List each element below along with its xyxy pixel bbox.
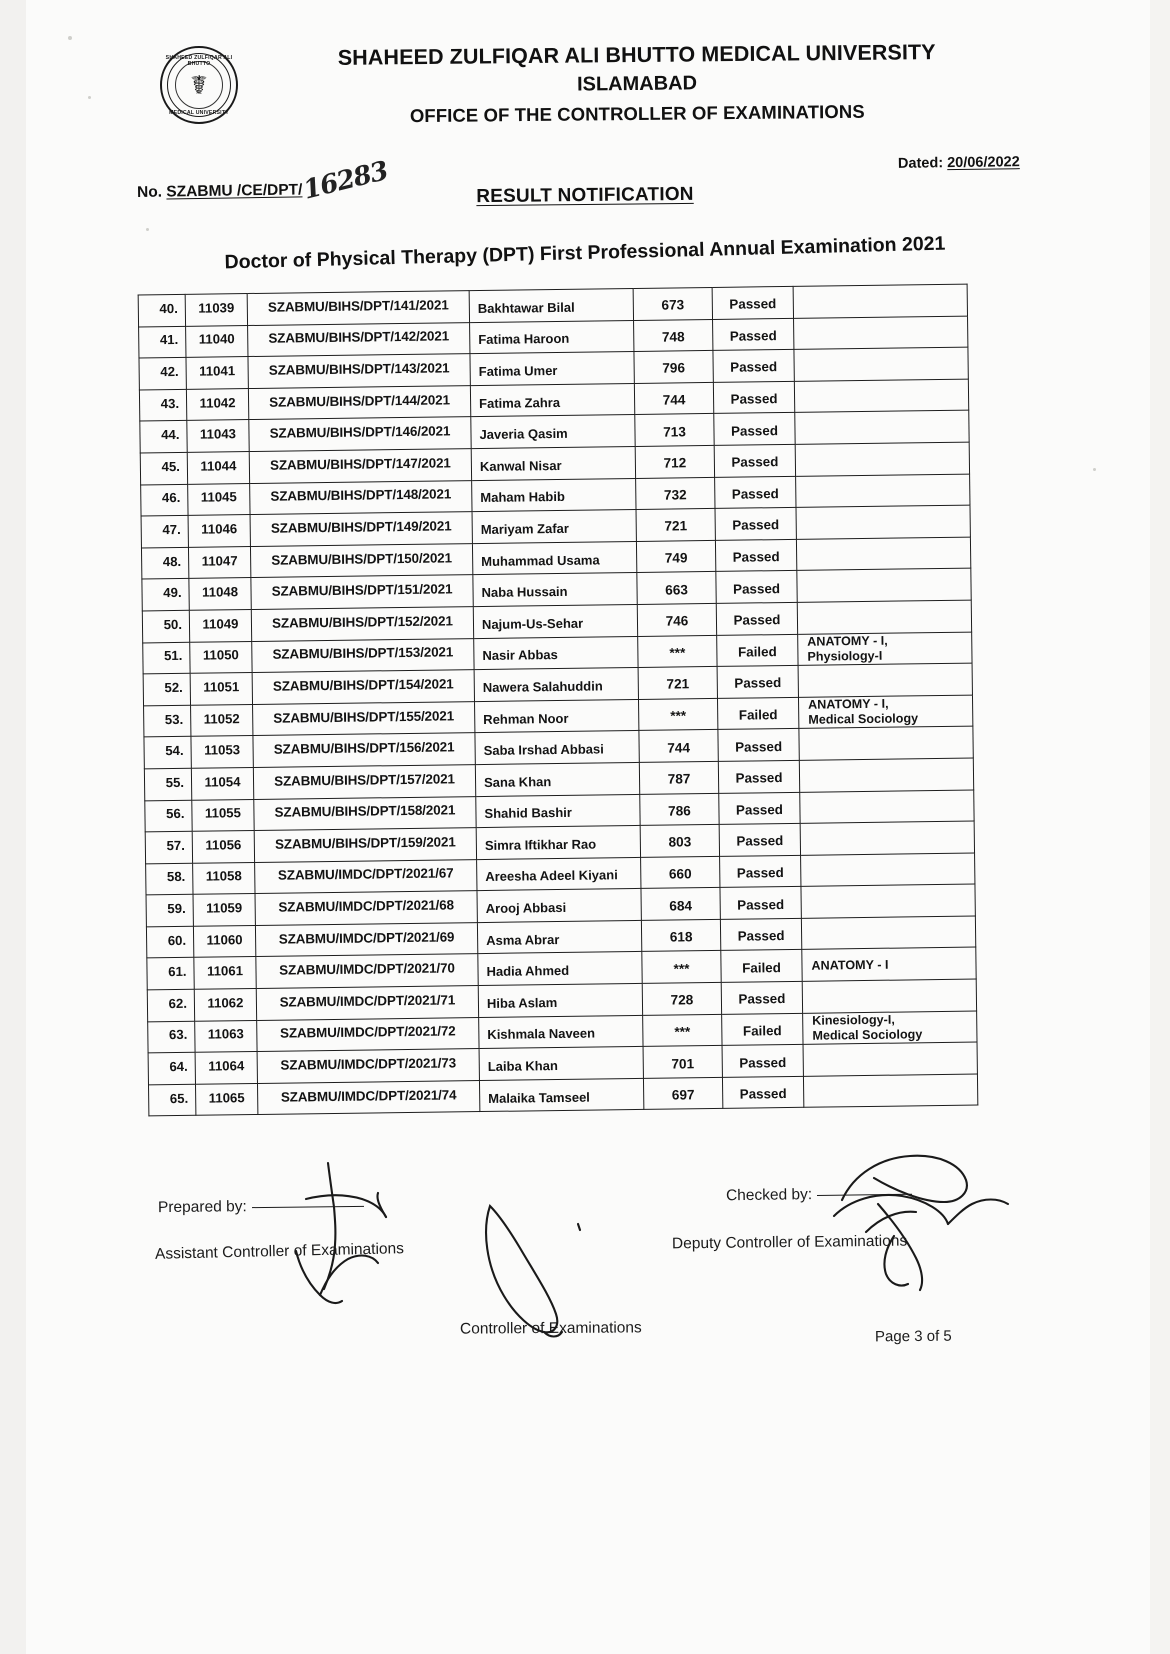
date-label: Dated: [898,155,944,172]
deputy-controller-title: Deputy Controller of Examinations [671,1232,908,1253]
prepared-by-line [158,1197,364,1217]
cell-registration: SZABMU/IMDC/DPT/2021/71 [256,986,478,1020]
cell-marks: 787 [639,761,718,794]
cell-registration: SZABMU/BIHS/DPT/156/2021 [253,733,475,767]
cell-marks: 728 [642,982,721,1015]
cell-serial: 49. [142,579,189,611]
cell-roll-number: 11046 [188,515,250,547]
cell-serial: 64. [148,1053,195,1085]
cell-student-name: Areesha Adeel Kiyani [477,857,641,891]
cell-marks: 749 [636,540,715,573]
cell-marks: 744 [639,730,718,763]
cell-status: Passed [719,823,800,856]
controller-title: Controller of Examinations [459,1319,642,1338]
cell-student-name: Najum-Us-Sehar [473,604,637,638]
cell-roll-number: 11060 [193,925,255,957]
cell-serial: 46. [141,484,188,516]
cell-serial: 40. [138,294,185,326]
cell-roll-number: 11049 [189,609,251,641]
cell-remarks [794,347,968,381]
cell-serial: 48. [141,547,188,579]
cell-remarks [800,821,974,855]
cell-marks: 786 [640,793,719,826]
cell-status: Passed [712,286,793,319]
cell-remarks [796,537,970,571]
cell-status: Passed [720,887,801,920]
cell-serial: 52. [143,673,190,705]
cell-marks: *** [638,635,717,668]
header-titles [238,38,1031,128]
cell-marks: 712 [635,445,714,478]
cell-serial: 60. [146,926,193,958]
cell-marks: *** [642,951,721,984]
cell-status: Failed [722,1013,803,1046]
cell-serial: 53. [144,705,191,737]
cell-remarks [796,505,970,539]
cell-student-name: Simra Iftikhar Rao [476,826,640,860]
scan-speck [88,96,91,99]
cell-status: Passed [716,571,797,604]
checked-by-label: Checked by: [725,1186,813,1205]
cell-registration: SZABMU/IMDC/DPT/2021/70 [256,954,478,988]
cell-marks: 701 [643,1046,722,1079]
cell-remarks [801,884,975,918]
cell-student-name: Sana Khan [475,762,639,796]
results-table [138,284,979,1117]
cell-student-name: Kanwal Nisar [471,446,635,480]
cell-student-name: Rehman Noor [475,699,639,733]
cell-status: Passed [719,792,800,825]
cell-remarks [800,790,974,824]
cell-status: Passed [715,476,796,509]
cell-status: Passed [714,413,795,446]
cell-remarks [795,442,969,476]
cell-student-name: Kishmala Naveen [479,1015,643,1049]
cell-marks: 618 [641,919,720,952]
seal-top-text: SHAHEED ZULFIQAR ALI BHUTTO [165,55,233,67]
cell-roll-number: 11040 [186,325,248,357]
cell-remarks [803,1074,977,1108]
cell-status: Passed [713,381,794,414]
cell-remarks [796,474,970,508]
cell-roll-number: 11061 [194,957,256,989]
cell-marks: 663 [637,572,716,605]
cell-remarks [797,600,971,634]
cell-registration: SZABMU/BIHS/DPT/147/2021 [249,449,471,483]
cell-remarks [795,410,969,444]
cell-registration: SZABMU/IMDC/DPT/2021/74 [257,1080,479,1114]
cell-marks: 748 [634,319,713,352]
cell-roll-number: 11044 [187,451,249,483]
cell-marks: 721 [638,667,717,700]
cell-serial: 63. [148,1021,195,1053]
prepared-by-signature-rule [252,1206,364,1208]
scan-speck [146,228,149,231]
cell-roll-number: 11041 [186,357,248,389]
cell-remarks [794,316,968,350]
cell-roll-number: 11052 [191,704,253,736]
cell-status: Failed [721,950,802,983]
cell-remarks: Kinesiology-I, Medical Sociology [803,1011,977,1045]
cell-registration: SZABMU/BIHS/DPT/157/2021 [253,764,475,798]
cell-remarks [801,853,975,887]
cell-status: Failed [717,634,798,667]
cell-remarks [793,284,967,318]
cell-registration: SZABMU/BIHS/DPT/149/2021 [250,512,472,546]
cell-registration: SZABMU/BIHS/DPT/142/2021 [248,322,470,356]
cell-registration: SZABMU/BIHS/DPT/155/2021 [253,701,475,735]
cell-remarks: ANATOMY - I, Medical Sociology [798,695,972,729]
cell-serial: 41. [139,326,186,358]
cell-roll-number: 11064 [195,1052,257,1084]
cell-roll-number: 11048 [189,578,251,610]
scan-left-margin [0,0,26,1654]
cell-student-name: Fatima Umer [470,352,634,386]
checked-by-line [726,1185,912,1206]
cell-status: Passed [716,602,797,635]
cell-roll-number: 11051 [190,673,252,705]
cell-marks: 796 [634,351,713,384]
cell-registration: SZABMU/IMDC/DPT/2021/67 [255,859,477,893]
cell-serial: 54. [144,737,191,769]
cell-registration: SZABMU/BIHS/DPT/141/2021 [247,291,469,325]
cell-status: Passed [718,729,799,762]
cell-roll-number: 11053 [191,736,253,768]
cell-status: Passed [713,350,794,383]
cell-marks: *** [638,698,717,731]
cell-student-name: Javeria Qasim [471,415,635,449]
cell-serial: 42. [139,358,186,390]
cell-registration: SZABMU/IMDC/DPT/2021/69 [255,922,477,956]
university-seal-logo [160,46,238,124]
cell-roll-number: 11043 [187,420,249,452]
cell-student-name: Hiba Aslam [478,983,642,1017]
cell-marks: 697 [643,1077,722,1110]
cell-student-name: Fatima Haroon [470,320,634,354]
cell-serial: 51. [143,642,190,674]
cell-student-name: Fatima Zahra [470,383,634,417]
cell-serial: 62. [147,989,194,1021]
scan-speck [1093,468,1096,471]
cell-marks: 721 [636,509,715,542]
cell-status: Passed [713,318,794,351]
cell-serial: 55. [144,768,191,800]
checked-by-signature-rule [817,1194,912,1196]
cell-marks: 803 [640,824,719,857]
office-name: OFFICE OF THE CONTROLLER OF EXAMINATIONS [409,100,865,127]
cell-remarks [802,979,976,1013]
cell-registration: SZABMU/BIHS/DPT/143/2021 [248,354,470,388]
cell-student-name: Laiba Khan [479,1047,643,1081]
document-header [150,42,1030,125]
cell-roll-number: 11065 [195,1083,257,1115]
cell-student-name: Shahid Bashir [476,794,640,828]
cell-registration: SZABMU/BIHS/DPT/148/2021 [250,480,472,514]
prepared-by-label: Prepared by: [157,1198,247,1217]
cell-student-name: Naba Hussain [473,573,637,607]
cell-remarks [799,758,973,792]
caduceus-icon: ☤ [190,70,208,100]
cell-status: Passed [717,665,798,698]
cell-serial: 45. [140,452,187,484]
cell-status: Passed [722,1076,803,1109]
reference-label: No. [136,183,163,201]
cell-roll-number: 11050 [190,641,252,673]
cell-status: Passed [721,981,802,1014]
cell-serial: 58. [146,863,193,895]
reference-number: SZABMU /CE/DPT/ [166,181,303,201]
cell-roll-number: 11047 [188,546,250,578]
cell-student-name: Asma Abrar [477,920,641,954]
document-title-text: RESULT NOTIFICATION [476,183,694,208]
cell-status: Failed [717,697,798,730]
cell-registration: SZABMU/BIHS/DPT/150/2021 [250,543,472,577]
cell-student-name: Malaika Tamseel [479,1078,643,1112]
cell-serial: 59. [146,895,193,927]
cell-status: Passed [715,539,796,572]
cell-marks: 744 [634,382,713,415]
cell-registration: SZABMU/BIHS/DPT/153/2021 [252,638,474,672]
cell-remarks [801,916,975,950]
cell-serial: 47. [141,515,188,547]
scan-speck [68,36,72,40]
cell-marks: 684 [641,888,720,921]
cell-serial: 61. [147,958,194,990]
cell-student-name: Saba Irshad Abbasi [475,731,639,765]
cell-registration: SZABMU/BIHS/DPT/146/2021 [249,417,471,451]
cell-registration: SZABMU/BIHS/DPT/144/2021 [248,385,470,419]
cell-status: Passed [718,760,799,793]
cell-serial: 50. [142,610,189,642]
cell-student-name: Hadia Ahmed [478,952,642,986]
cell-student-name: Muhammad Usama [472,541,636,575]
cell-roll-number: 11063 [195,1020,257,1052]
cell-status: Passed [714,444,795,477]
cell-registration: SZABMU/IMDC/DPT/2021/72 [257,1017,479,1051]
cell-remarks: ANATOMY - I, Physiology-I [798,632,972,666]
cell-marks: 732 [636,477,715,510]
cell-serial: 44. [140,421,187,453]
cell-student-name: Bakhtawar Bilal [469,288,633,322]
exam-title: Doctor of Physical Therapy (DPT) First Professional Annual Examination 2021 [224,232,946,274]
cell-roll-number: 11056 [192,831,254,863]
cell-serial: 57. [145,831,192,863]
cell-serial: 43. [139,389,186,421]
cell-registration: SZABMU/IMDC/DPT/2021/73 [257,1049,479,1083]
date-value: 20/06/2022 [947,154,1021,172]
cell-registration: SZABMU/IMDC/DPT/2021/68 [255,891,477,925]
page-number: Page 3 of 5 [874,1327,952,1346]
cell-student-name: Mariyam Zafar [472,510,636,544]
cell-registration: SZABMU/BIHS/DPT/154/2021 [252,670,474,704]
assistant-controller-title: Assistant Controller of Examinations [154,1240,405,1263]
cell-remarks [798,663,972,697]
cell-roll-number: 11054 [191,767,253,799]
cell-roll-number: 11058 [193,862,255,894]
cell-remarks [803,1042,977,1076]
cell-status: Passed [720,855,801,888]
reference-handwritten-number: 16283 [300,156,391,206]
seal-bottom-text: MEDICAL UNIVERSITY [169,110,229,116]
cell-remarks [794,379,968,413]
cell-serial: 56. [145,800,192,832]
cell-registration: SZABMU/BIHS/DPT/159/2021 [254,828,476,862]
cell-serial: 65. [148,1084,195,1116]
cell-marks: 713 [635,414,714,447]
cell-registration: SZABMU/BIHS/DPT/158/2021 [254,796,476,830]
cell-marks: 660 [641,856,720,889]
university-name: SHAHEED ZULFIQAR ALI BHUTTO MEDICAL UNIVERSITY [337,40,936,70]
cell-marks: 746 [637,603,716,636]
cell-registration: SZABMU/BIHS/DPT/152/2021 [251,607,473,641]
cell-roll-number: 11059 [193,894,255,926]
cell-student-name: Nawera Salahuddin [474,668,638,702]
cell-remarks [799,726,973,760]
cell-status: Passed [722,1045,803,1078]
cell-roll-number: 11045 [188,483,250,515]
cell-student-name: Nasir Abbas [474,636,638,670]
cell-remarks: ANATOMY - I [802,948,976,982]
cell-roll-number: 11062 [194,989,256,1021]
university-city: ISLAMABAD [576,72,698,96]
date-line [898,154,1020,172]
cell-marks: 673 [633,287,712,320]
cell-status: Passed [715,508,796,541]
cell-registration: SZABMU/BIHS/DPT/151/2021 [251,575,473,609]
cell-student-name: Maham Habib [472,478,636,512]
cell-roll-number: 11055 [192,799,254,831]
results-table-container [138,284,979,1117]
cell-status: Passed [720,918,801,951]
cell-roll-number: 11042 [186,388,248,420]
cell-remarks [797,568,971,602]
cell-marks: *** [643,1014,722,1047]
cell-student-name: Arooj Abbasi [477,889,641,923]
cell-roll-number: 11039 [185,294,247,326]
